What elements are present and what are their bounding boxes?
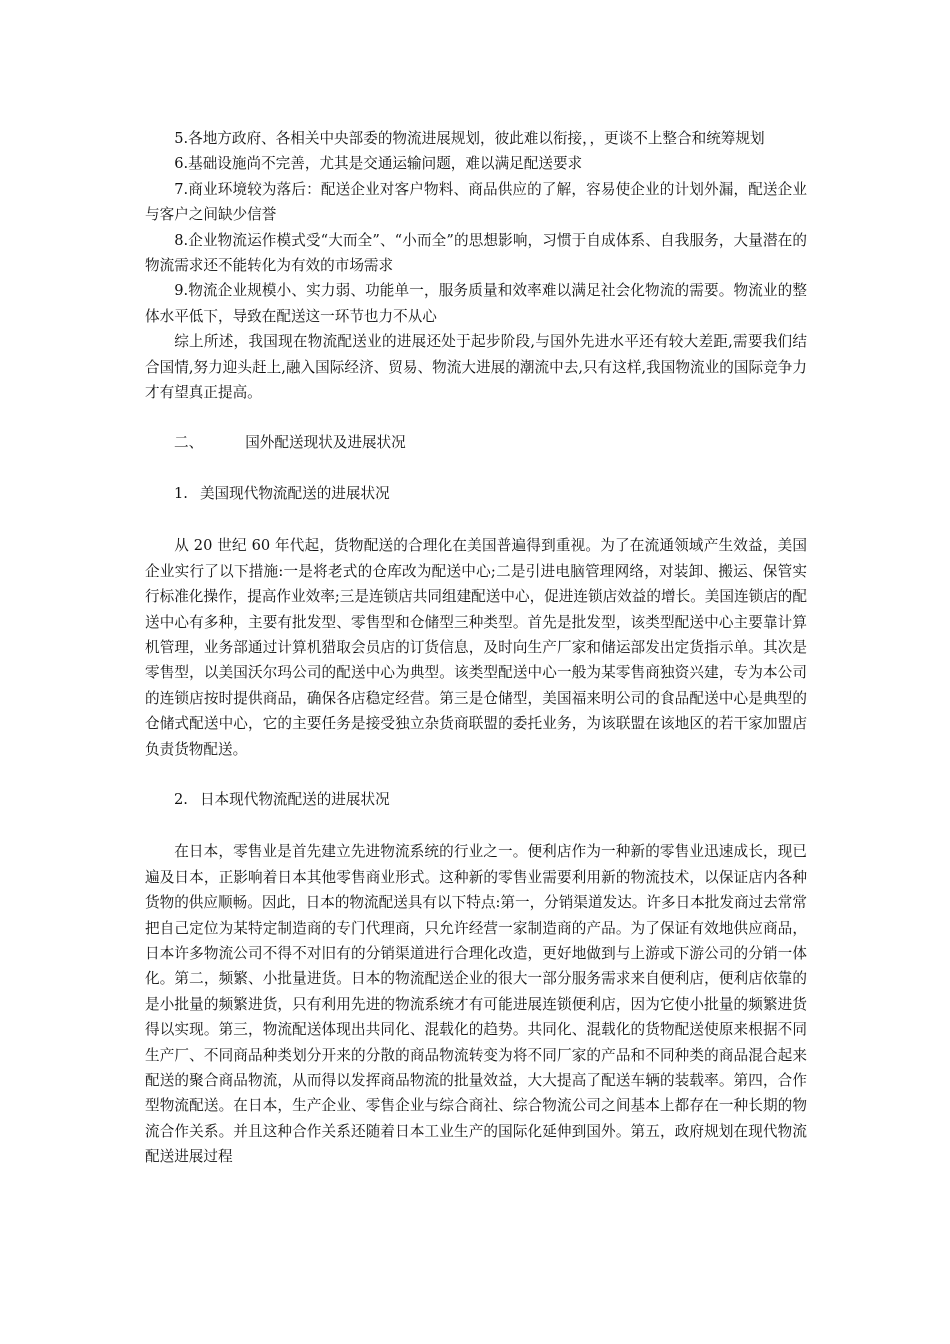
- subsection-number: 2.: [174, 790, 188, 808]
- subsection-title: 日本现代物流配送的进展状况: [199, 790, 390, 808]
- list-item-8: 8.企业物流运作模式受“大而全”、“小而全”的思想影响，习惯于自成体系、自我服务，大量潜在的物流需求还不能转化为有效的市场需求: [145, 231, 807, 275]
- paragraph-japan: 在日本，零售业是首先建立先进物流系统的行业之一。便利店作为一种新的零售业迅速成长，现已遍及日本，正影响着日本其他零售商业形式。这种新的零售业需要利用新的物流技术，以保证店内各种货物的供应顺畅。因此，日本的物流配送具有以下特点:第一，分销渠道发达。许多日本批发商过去常常把自己定位为某特定制造商的专门代理商，只允许经营一家制造商的产品。为了保证有效地供应商品，日本许多物流公司不得不对旧有的分销渠道进行合理化改造，更好地做到与上游或下游公司的分销一体化。第二，频繁、小批量进货。日本的物流配送企业的很大一部分服务需求来自便利店，便利店依靠的是小批量的频繁进货，只有利用先进的物流系统才有可能进展连锁便利店，因为它使小批量的频繁进货得以实现。第三，物流配送体现出共同化、混载化的趋势。共同化、混载化的货物配送使原来根据不同生产厂、不同商品种类划分开来的分散的商品物流转变为将不同厂家的产品和不同种类的商品混合起来配送的聚合商品物流，从而得以发挥商品物流的批量效益，大大提高了配送车辆的装载率。第四，合作型物流配送。在日本，生产企业、零售企业与综合商社、综合物流公司之间基本上都存在一种长期的物流合作关系。并且这种合作关系还随着日本工业生产的国际化延伸到国外。第五，政府规划在现代物流配送进展过程: [145, 843, 807, 1166]
- paragraph-usa: 从 20 世纪 60 年代起，货物配送的合理化在美国普遍得到重视。为了在流通领域产生效益，美国企业实行了以下措施:一是将老式的仓库改为配送中心;二是引进电脑管理网络，对装卸、搬运、保管实行标准化操作，提高作业效率;三是连锁店共同组建配送中心，促进连锁店效益的增长。美国连锁店的配送中心有多种，主要有批发型、零售型和仓储型三种类型。首先是批发型，该类型配送中心主要靠计算机管理，业务部通过计算机猎取会员店的订货信息，及时向生产厂家和储运部发出定货指示单。其次是零售型，以美国沃尔玛公司的配送中心为典型。该类型配送中心一般为某零售商独资兴建，专为本公司的连锁店按时提供商品，确保各店稳定经营。第三是仓储型，美国福来明公司的食品配送中心是典型的仓储式配送中心，它的主要任务是接受独立杂货商联盟的委托业务，为该联盟在该地区的若干家加盟店负责货物配送。: [145, 537, 807, 758]
- subsection-heading-usa: [145, 481, 807, 506]
- subsection-title: 美国现代物流配送的进展状况: [199, 484, 390, 502]
- document-page: [145, 126, 807, 1170]
- subsection-number: 1.: [174, 484, 188, 502]
- list-item-7: 7.商业环境较为落后：配送企业对客户物料、商品供应的了解，容易使企业的计划外漏，配送企业与客户之间缺少信誉: [145, 180, 807, 224]
- section-title: 国外配送现状及进展状况: [245, 434, 406, 452]
- list-item-5: 5.各地方政府、各相关中央部委的物流进展规划，彼此难以衔接，，更谈不上整合和统筹规划: [174, 130, 765, 147]
- section-heading: [145, 430, 807, 455]
- section-number: 二、: [174, 434, 204, 452]
- list-item-6: 6.基础设施尚不完善，尤其是交通运输问题，难以满足配送要求: [174, 155, 583, 173]
- summary-paragraph: 综上所述，我国现在物流配送业的进展还处于起步阶段,与国外先进水平还有较大差距,需要我们结合国情,努力迎头赶上,融入国际经济、贸易、物流大进展的潮流中去,只有这样,我国物流业的国际竞争力才有望真正提高。: [145, 333, 807, 402]
- list-item-9: 9.物流企业规模小、实力弱、功能单一，服务质量和效率难以满足社会化物流的需要。物流业的整体水平低下，导致在配送这一环节也力不从心: [145, 282, 807, 325]
- subsection-heading-japan: [145, 787, 807, 812]
